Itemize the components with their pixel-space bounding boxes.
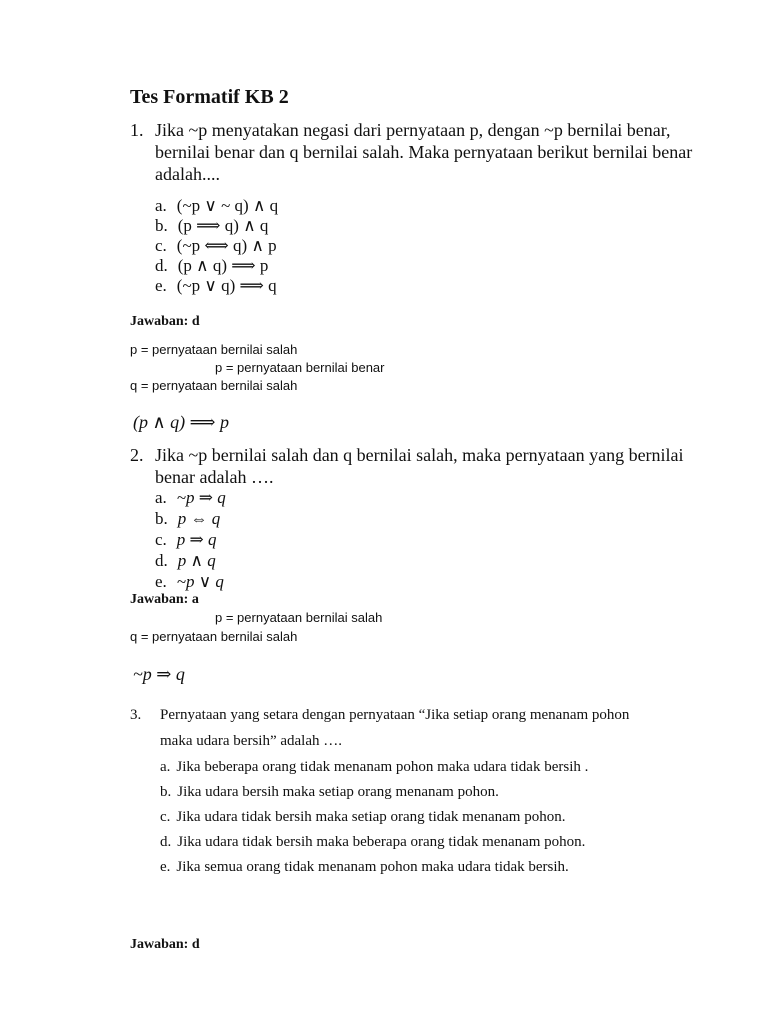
option-label: d.	[155, 551, 168, 570]
question-number: 3.	[130, 707, 142, 723]
option-label: e.	[155, 276, 167, 295]
answer-expression: ~p ⇒ q	[133, 664, 185, 684]
answer-label: Jawaban: d	[130, 314, 200, 329]
option-label: d.	[160, 834, 172, 850]
option-b	[160, 784, 499, 801]
option-d	[160, 834, 585, 851]
option-label: c.	[160, 809, 171, 825]
question-text-line: Jika ~p bernilai salah dan q bernilai salah, maka pernyataan yang bernilai	[155, 445, 684, 465]
option-a	[155, 488, 226, 508]
answer-expression: (p ∧ q) ⟹ p	[133, 412, 229, 432]
question-text-line: adalah....	[155, 164, 220, 184]
question-text-line: bernilai benar dan q bernilai salah. Maka pernyataan berikut bernilai benar	[155, 142, 693, 162]
option-text: Jika udara tidak bersih maka beberapa orang tidak menanam pohon.	[177, 834, 586, 850]
option-text: (p ∧ q) ⟹ p	[177, 256, 269, 275]
question-text-line: benar adalah ….	[155, 467, 274, 487]
question-number: 1.	[130, 120, 144, 140]
option-text: p ⇔ q	[177, 509, 221, 528]
option-text: p ∧ q	[177, 551, 216, 570]
option-d	[155, 551, 216, 571]
page-title: Tes Formatif KB 2	[130, 86, 289, 108]
answer-label: Jawaban: a	[130, 592, 199, 607]
note-line: p = pernyataan bernilai salah	[130, 342, 298, 357]
option-e	[160, 859, 569, 876]
option-label: c.	[155, 236, 167, 255]
option-label: b.	[155, 216, 168, 235]
note-line: p = pernyataan bernilai benar	[215, 360, 385, 375]
option-e	[155, 572, 224, 592]
note-line: q = pernyataan bernilai salah	[130, 629, 298, 644]
question-number: 2.	[130, 445, 144, 465]
answer-label: Jawaban: d	[130, 937, 200, 952]
option-a	[155, 196, 278, 216]
option-text: Jika semua orang tidak menanam pohon maka udara tidak bersih.	[176, 859, 569, 875]
option-c	[155, 236, 277, 256]
option-label: d.	[155, 256, 168, 275]
option-text: p ⇒ q	[176, 530, 217, 549]
option-text: Jika udara tidak bersih maka setiap orang tidak menanam pohon.	[176, 809, 566, 825]
question-text-line: Jika ~p menyatakan negasi dari pernyataan p, dengan ~p bernilai benar,	[155, 120, 671, 140]
option-text: ~p ⇒ q	[176, 488, 226, 507]
option-label: a.	[155, 196, 167, 215]
option-label: b.	[160, 784, 172, 800]
question-text-line: maka udara bersih” adalah ….	[160, 733, 342, 749]
option-label: e.	[160, 859, 171, 875]
option-d	[155, 256, 268, 276]
option-a	[160, 759, 588, 776]
option-text: (~p ⟺ q) ∧ p	[176, 236, 277, 255]
question-text-line: Pernyataan yang setara dengan pernyataan “Jika setiap orang menanam pohon	[160, 707, 630, 723]
option-text: (~p ∨ ~ q) ∧ q	[176, 196, 279, 215]
option-label: e.	[155, 572, 167, 591]
option-b	[155, 216, 268, 236]
option-label: b.	[155, 509, 168, 528]
option-text: Jika udara bersih maka setiap orang menanam pohon.	[177, 784, 499, 800]
option-label: a.	[155, 488, 167, 507]
option-e	[155, 276, 277, 296]
option-text: (~p ∨ q) ⟹ q	[176, 276, 277, 295]
option-text: (p ⟹ q) ∧ q	[177, 216, 269, 235]
option-b	[155, 509, 220, 529]
note-line: p = pernyataan bernilai salah	[215, 610, 383, 625]
option-c	[160, 809, 565, 826]
option-label: c.	[155, 530, 167, 549]
option-c	[155, 530, 217, 550]
option-text: Jika beberapa orang tidak menanam pohon maka udara tidak bersih .	[176, 759, 589, 775]
option-label: a.	[160, 759, 171, 775]
option-text: ~p ∨ q	[176, 572, 224, 591]
note-line: q = pernyataan bernilai salah	[130, 378, 298, 393]
